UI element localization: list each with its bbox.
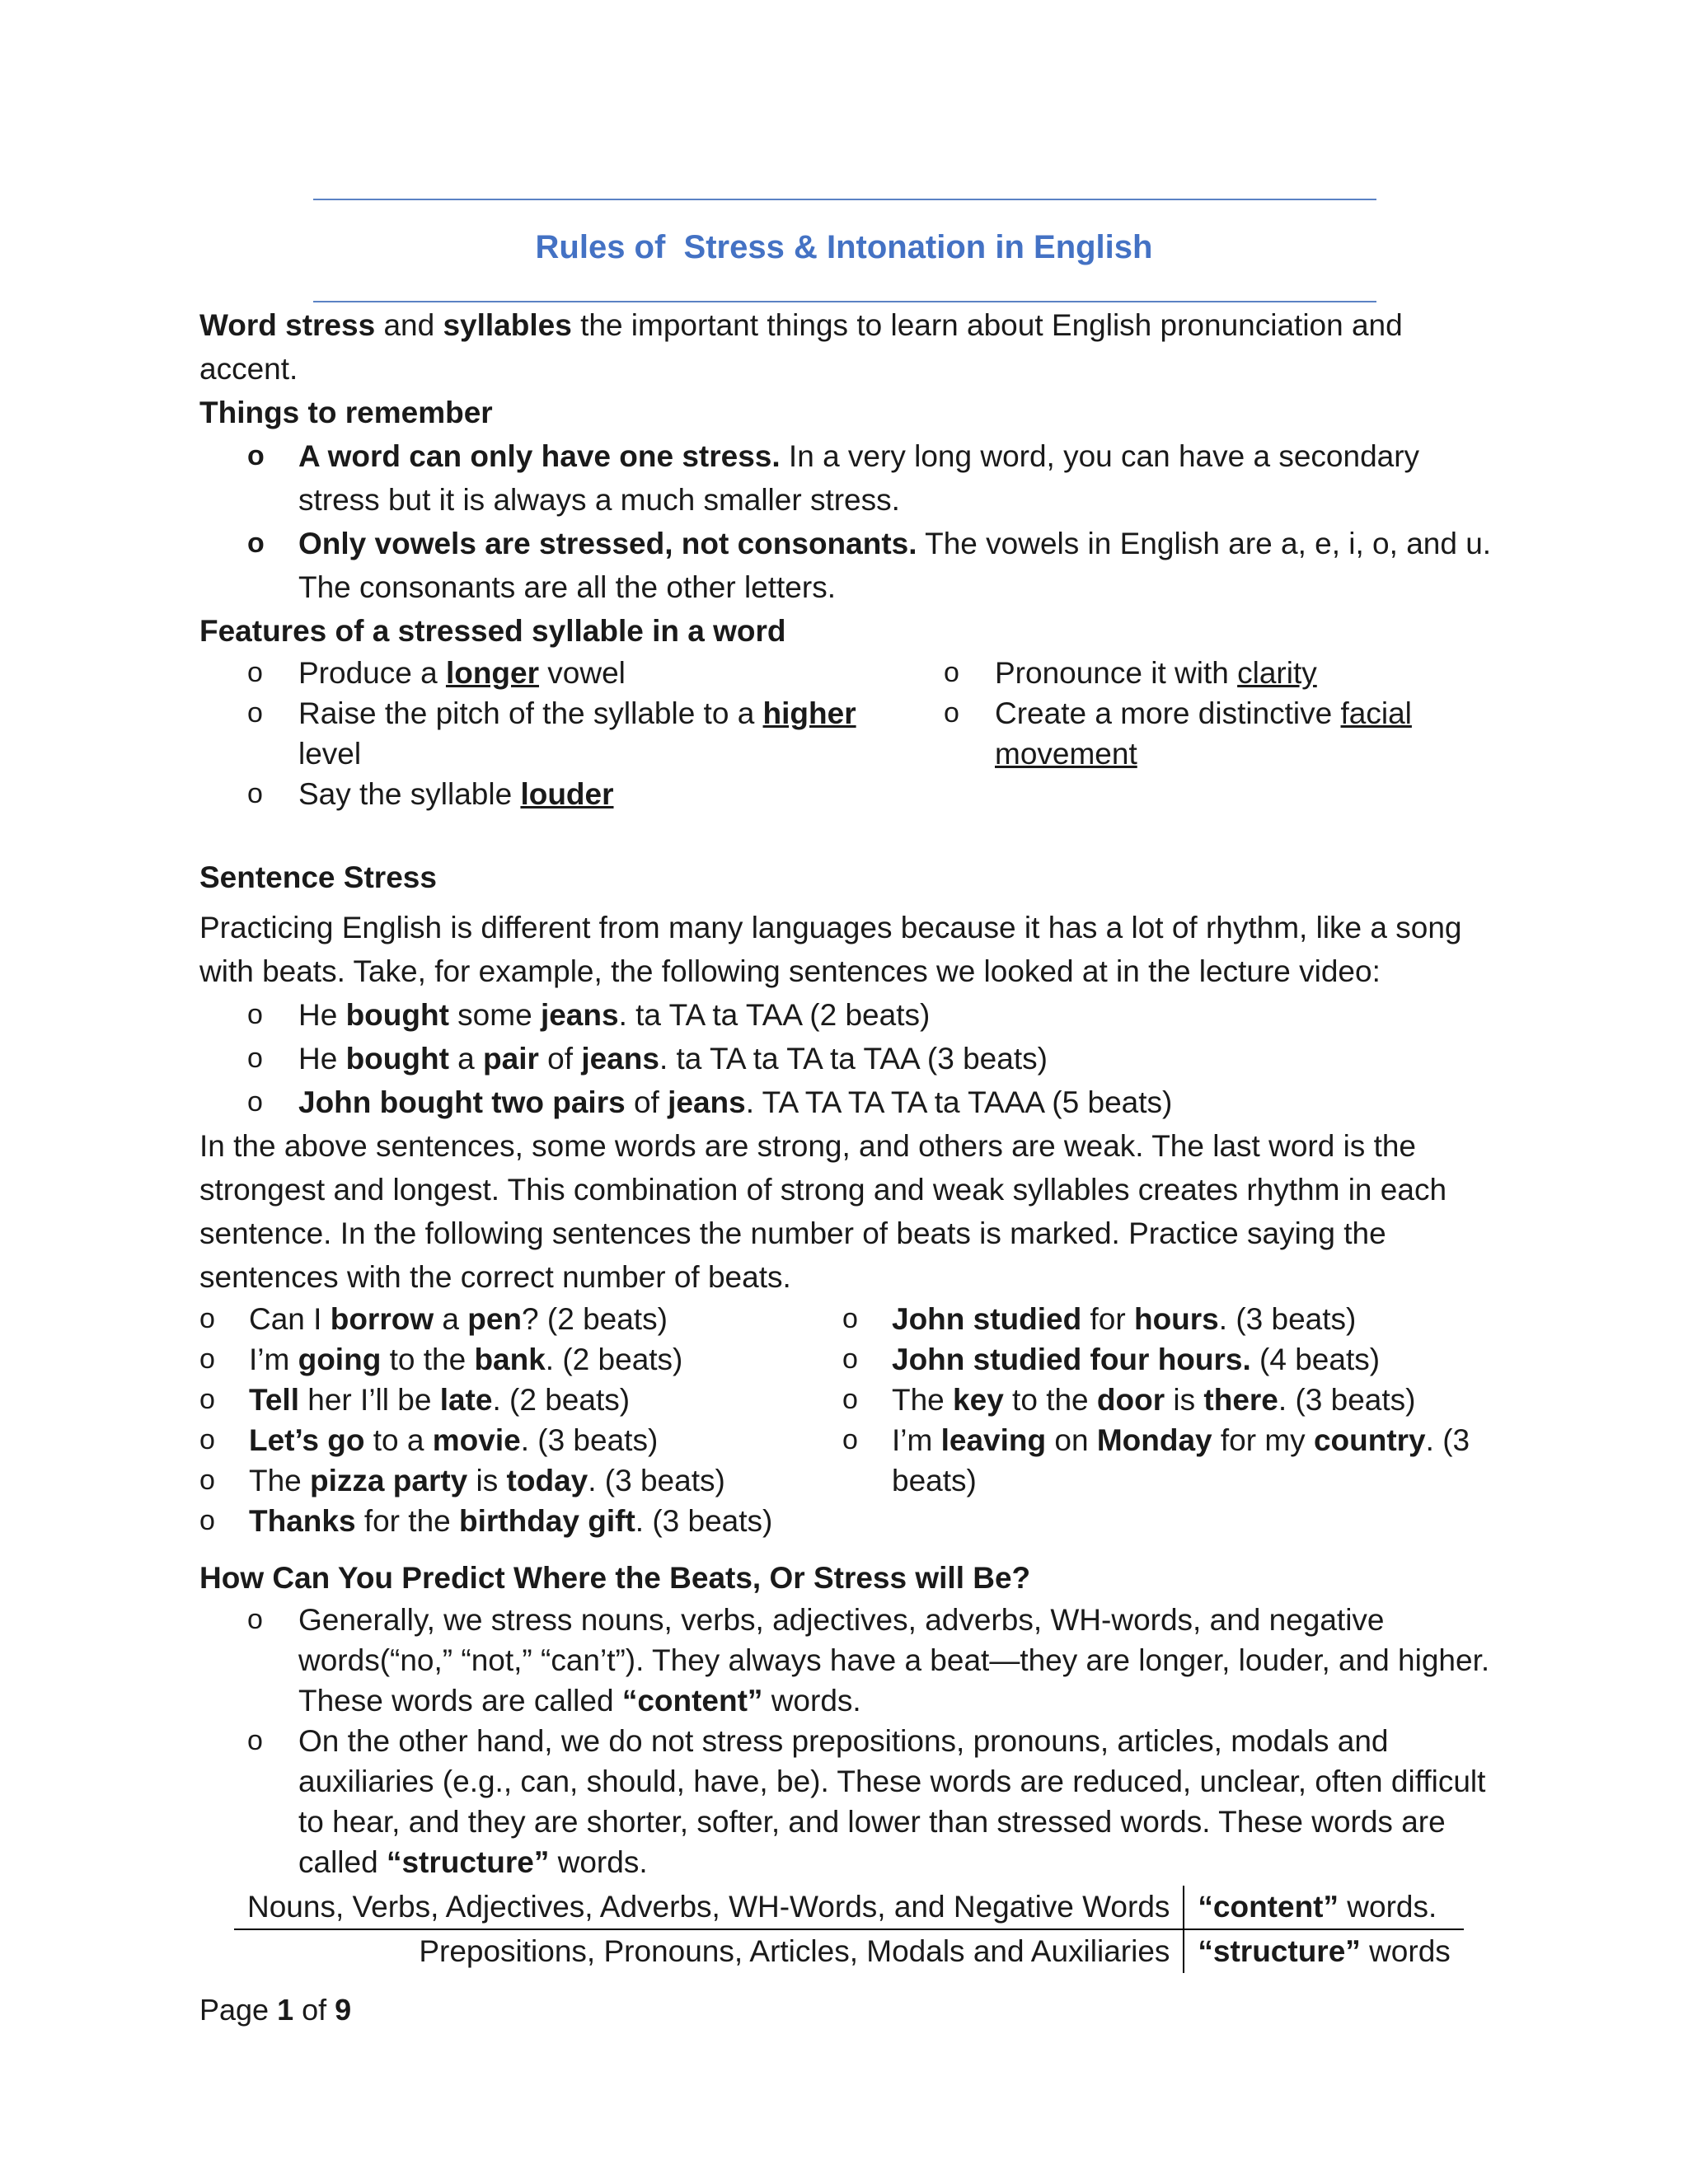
item-bold: going bbox=[298, 1343, 382, 1376]
item-text: a bbox=[448, 1042, 484, 1076]
item-text: . (3 beats) bbox=[588, 1464, 725, 1497]
item-text: . (3 beats) bbox=[1218, 1302, 1357, 1336]
bullet-marker: o bbox=[247, 527, 265, 559]
item-bold: bought bbox=[345, 1042, 449, 1076]
item-bold: jeans bbox=[540, 998, 619, 1032]
bullet-marker: o bbox=[247, 999, 263, 1030]
item-text: . (3 beats) bbox=[892, 1423, 1470, 1497]
item-text: He bbox=[298, 1042, 346, 1076]
item-text: On the other hand, we do not stress prepositions, pronouns, articles, modals and auxiliaries (e.g., can, should, have, be). These words are reduced, unclear, often difficult to hear, and they are shorter, softer, and lower than stressed words. These words are called bbox=[298, 1724, 1486, 1879]
item-text: Generally, we stress nouns, verbs, adjectives, adverbs, WH-words, and negative words(“no,” “not,” “can’t”). They always have a beat—they are longer, louder, and higher. These words are called bbox=[298, 1603, 1490, 1718]
things-list bbox=[199, 434, 1493, 609]
list-item bbox=[199, 1600, 1493, 1721]
predict-list bbox=[199, 1600, 1493, 1882]
table-bold: “structure” bbox=[1198, 1934, 1361, 1968]
intro-text-1: and bbox=[375, 308, 443, 342]
item-text: for my bbox=[1212, 1423, 1314, 1457]
item-bold: birthday gift bbox=[459, 1504, 635, 1538]
bullet-marker: o bbox=[247, 1086, 263, 1118]
item-text: for the bbox=[355, 1504, 459, 1538]
table-row bbox=[234, 1929, 1464, 1973]
item-bold: country bbox=[1313, 1423, 1426, 1457]
item-text: Raise the pitch of the syllable to a bbox=[298, 696, 763, 730]
item-bold: Thanks bbox=[249, 1504, 356, 1538]
list-item bbox=[199, 1339, 842, 1380]
list-item bbox=[896, 693, 1493, 774]
features-heading: Features of a stressed syllable in a word bbox=[199, 614, 786, 648]
practice-col-2 bbox=[842, 1299, 1493, 1541]
page-number bbox=[199, 1993, 351, 2027]
of-label: of bbox=[293, 1993, 335, 2027]
bullet-marker: o bbox=[842, 1343, 858, 1375]
list-item bbox=[842, 1420, 1493, 1501]
item-text: . TA TA TA TA ta TAAA (5 beats) bbox=[745, 1085, 1173, 1119]
item-bold: pizza party bbox=[310, 1464, 468, 1497]
item-text: . ta TA ta TAA (2 beats) bbox=[618, 998, 931, 1032]
item-text: Create a more distinctive bbox=[995, 696, 1341, 730]
features-columns bbox=[199, 653, 1493, 814]
list-item bbox=[199, 1721, 1493, 1882]
current-page: 1 bbox=[277, 1993, 294, 2027]
bullet-marker: o bbox=[842, 1424, 858, 1455]
list-item bbox=[199, 774, 896, 814]
item-bold: A word can only have one stress. bbox=[298, 439, 781, 473]
item-text: of bbox=[625, 1085, 668, 1119]
item-text: a bbox=[434, 1302, 468, 1336]
item-underline: longer bbox=[445, 656, 540, 690]
list-item bbox=[199, 1037, 1493, 1080]
item-text: to a bbox=[364, 1423, 433, 1457]
item-text: for bbox=[1081, 1302, 1134, 1336]
item-text: Pronounce it with bbox=[995, 656, 1238, 690]
item-text: (4 beats) bbox=[1250, 1343, 1381, 1376]
item-underline: louder bbox=[520, 777, 614, 811]
item-text: level bbox=[298, 737, 362, 771]
bullet-marker: o bbox=[842, 1384, 858, 1415]
item-bold: pair bbox=[483, 1042, 539, 1076]
item-text: Produce a bbox=[298, 656, 446, 690]
item-bold: John studied bbox=[892, 1302, 1082, 1336]
bullet-marker: o bbox=[247, 440, 265, 471]
item-text: In a very long word, you can have a secondary stress but it is always a much smaller stress. bbox=[298, 439, 1420, 517]
list-item bbox=[199, 1460, 842, 1501]
practice-col-1 bbox=[199, 1299, 842, 1541]
table-text: words bbox=[1360, 1934, 1451, 1968]
item-underline: clarity bbox=[1237, 656, 1317, 690]
item-text: . (3 beats) bbox=[520, 1423, 659, 1457]
table-cell bbox=[1184, 1886, 1463, 1929]
intro-bold-1: Word stress bbox=[199, 308, 376, 342]
item-bold: Only vowels are stressed, not consonants. bbox=[298, 527, 917, 560]
list-item bbox=[199, 653, 896, 693]
list-item bbox=[199, 1501, 842, 1541]
intro-text-2: the important things to learn about English pronunciation and accent. bbox=[199, 308, 1403, 386]
table-text: words. bbox=[1339, 1890, 1437, 1924]
practice-columns bbox=[199, 1299, 1493, 1541]
item-bold: Let’s go bbox=[249, 1423, 365, 1457]
list-item bbox=[199, 1080, 1493, 1124]
item-bold: Tell bbox=[249, 1383, 299, 1417]
item-text: words. bbox=[762, 1684, 861, 1718]
page-label: Page bbox=[199, 1993, 278, 2027]
list-item bbox=[842, 1339, 1493, 1380]
table-cell bbox=[1184, 1929, 1463, 1973]
item-bold: hours bbox=[1133, 1302, 1219, 1336]
bullet-marker: o bbox=[247, 1043, 263, 1074]
sentence-stress-heading: Sentence Stress bbox=[199, 860, 437, 894]
item-text: on bbox=[1046, 1423, 1097, 1457]
item-text: some bbox=[448, 998, 541, 1032]
item-text: of bbox=[538, 1042, 582, 1076]
item-bold: “structure” bbox=[386, 1845, 550, 1879]
list-item bbox=[199, 1380, 842, 1420]
item-text: . (2 beats) bbox=[545, 1343, 683, 1376]
title-rule-top bbox=[313, 199, 1376, 200]
page-title: Rules of Stress & Intonation in English bbox=[535, 229, 1153, 265]
item-bold: today bbox=[506, 1464, 588, 1497]
bullet-marker: o bbox=[944, 697, 959, 729]
list-item bbox=[199, 993, 1493, 1037]
item-bold: key bbox=[953, 1383, 1004, 1417]
bullet-marker: o bbox=[247, 778, 263, 809]
item-text: vowel bbox=[539, 656, 626, 690]
table-row bbox=[234, 1886, 1464, 1929]
item-bold: John bought two pairs bbox=[298, 1085, 626, 1119]
bullet-marker: o bbox=[842, 1303, 858, 1334]
list-item bbox=[199, 693, 896, 774]
item-text: I’m bbox=[249, 1343, 298, 1376]
item-bold: pen bbox=[467, 1302, 523, 1336]
examples-list bbox=[199, 993, 1493, 1124]
item-text: is bbox=[467, 1464, 507, 1497]
item-bold: John studied four hours. bbox=[892, 1343, 1251, 1376]
item-text: . (3 beats) bbox=[635, 1504, 773, 1538]
sentence-stress-explain: In the above sentences, some words are strong, and others are weak. The last word is the strongest and longest. This combination of strong and weak syllables creates rhythm in each sentence. In the following sentences the number of beats is marked. Practice saying the sentences with the correct number of beats. bbox=[199, 1129, 1447, 1294]
item-bold: jeans bbox=[581, 1042, 659, 1076]
item-bold: there bbox=[1203, 1383, 1278, 1417]
bullet-marker: o bbox=[247, 1725, 263, 1756]
features-col-2 bbox=[896, 653, 1493, 814]
bullet-marker: o bbox=[944, 657, 959, 688]
item-bold: leaving bbox=[940, 1423, 1047, 1457]
item-bold: Monday bbox=[1096, 1423, 1212, 1457]
bullet-marker: o bbox=[199, 1424, 215, 1455]
intro-bold-2: syllables bbox=[443, 308, 572, 342]
item-text: The bbox=[892, 1383, 954, 1417]
item-bold: bank bbox=[474, 1343, 546, 1376]
bullet-marker: o bbox=[247, 1604, 263, 1635]
item-text: . ta TA ta TA ta TAA (3 beats) bbox=[659, 1042, 1048, 1076]
list-item bbox=[842, 1299, 1493, 1339]
item-text: to the bbox=[1003, 1383, 1097, 1417]
features-col-1 bbox=[199, 653, 896, 814]
item-text: Can I bbox=[249, 1302, 331, 1336]
item-underline: higher bbox=[762, 696, 856, 730]
bullet-marker: o bbox=[199, 1303, 215, 1334]
item-bold: late bbox=[439, 1383, 493, 1417]
total-pages: 9 bbox=[335, 1993, 352, 2027]
item-text: ? (2 beats) bbox=[522, 1302, 668, 1336]
item-text: I’m bbox=[892, 1423, 941, 1457]
list-item bbox=[199, 1420, 842, 1460]
list-item bbox=[199, 1299, 842, 1339]
item-bold: door bbox=[1096, 1383, 1165, 1417]
document-body bbox=[199, 303, 1493, 1973]
predict-heading: How Can You Predict Where the Beats, Or Stress will Be? bbox=[199, 1561, 1031, 1595]
item-text: words. bbox=[549, 1845, 648, 1879]
table-cell: Prepositions, Pronouns, Articles, Modals and Auxiliaries bbox=[234, 1929, 1184, 1973]
item-text: . (3 beats) bbox=[1278, 1383, 1416, 1417]
title-rule-bottom bbox=[313, 301, 1376, 302]
item-text: is bbox=[1165, 1383, 1204, 1417]
item-text: The vowels in English are a, e, i, o, and u. The consonants are all the other letters. bbox=[298, 527, 1492, 604]
sentence-stress-intro: Practicing English is different from many languages because it has a lot of rhythm, like a song with beats. Take, for example, the following sentences we looked at in the lecture video: bbox=[199, 911, 1462, 988]
item-bold: “content” bbox=[621, 1684, 763, 1718]
list-item bbox=[199, 522, 1493, 609]
item-text: He bbox=[298, 998, 346, 1032]
bullet-marker: o bbox=[199, 1505, 215, 1536]
item-bold: jeans bbox=[668, 1085, 746, 1119]
item-text: The bbox=[249, 1464, 311, 1497]
things-heading: Things to remember bbox=[199, 396, 493, 429]
bullet-marker: o bbox=[199, 1343, 215, 1375]
item-text: to the bbox=[381, 1343, 475, 1376]
item-underline: facial movement bbox=[995, 696, 1412, 771]
table-cell: Nouns, Verbs, Adjectives, Adverbs, WH-Words, and Negative Words bbox=[234, 1886, 1184, 1929]
bullet-marker: o bbox=[199, 1384, 215, 1415]
item-bold: movie bbox=[432, 1423, 521, 1457]
bullet-marker: o bbox=[199, 1465, 215, 1496]
list-item bbox=[199, 434, 1493, 522]
table-bold: “content” bbox=[1198, 1890, 1339, 1924]
bullet-marker: o bbox=[247, 657, 263, 688]
item-bold: bought bbox=[345, 998, 449, 1032]
item-bold: borrow bbox=[330, 1302, 434, 1336]
item-text: her I’ll be bbox=[299, 1383, 440, 1417]
list-item bbox=[896, 653, 1493, 693]
content-structure-table bbox=[234, 1886, 1464, 1973]
item-text: Say the syllable bbox=[298, 777, 521, 811]
bullet-marker: o bbox=[247, 697, 263, 729]
list-item bbox=[842, 1380, 1493, 1420]
intro-paragraph bbox=[199, 303, 1493, 391]
item-text: . (2 beats) bbox=[492, 1383, 631, 1417]
